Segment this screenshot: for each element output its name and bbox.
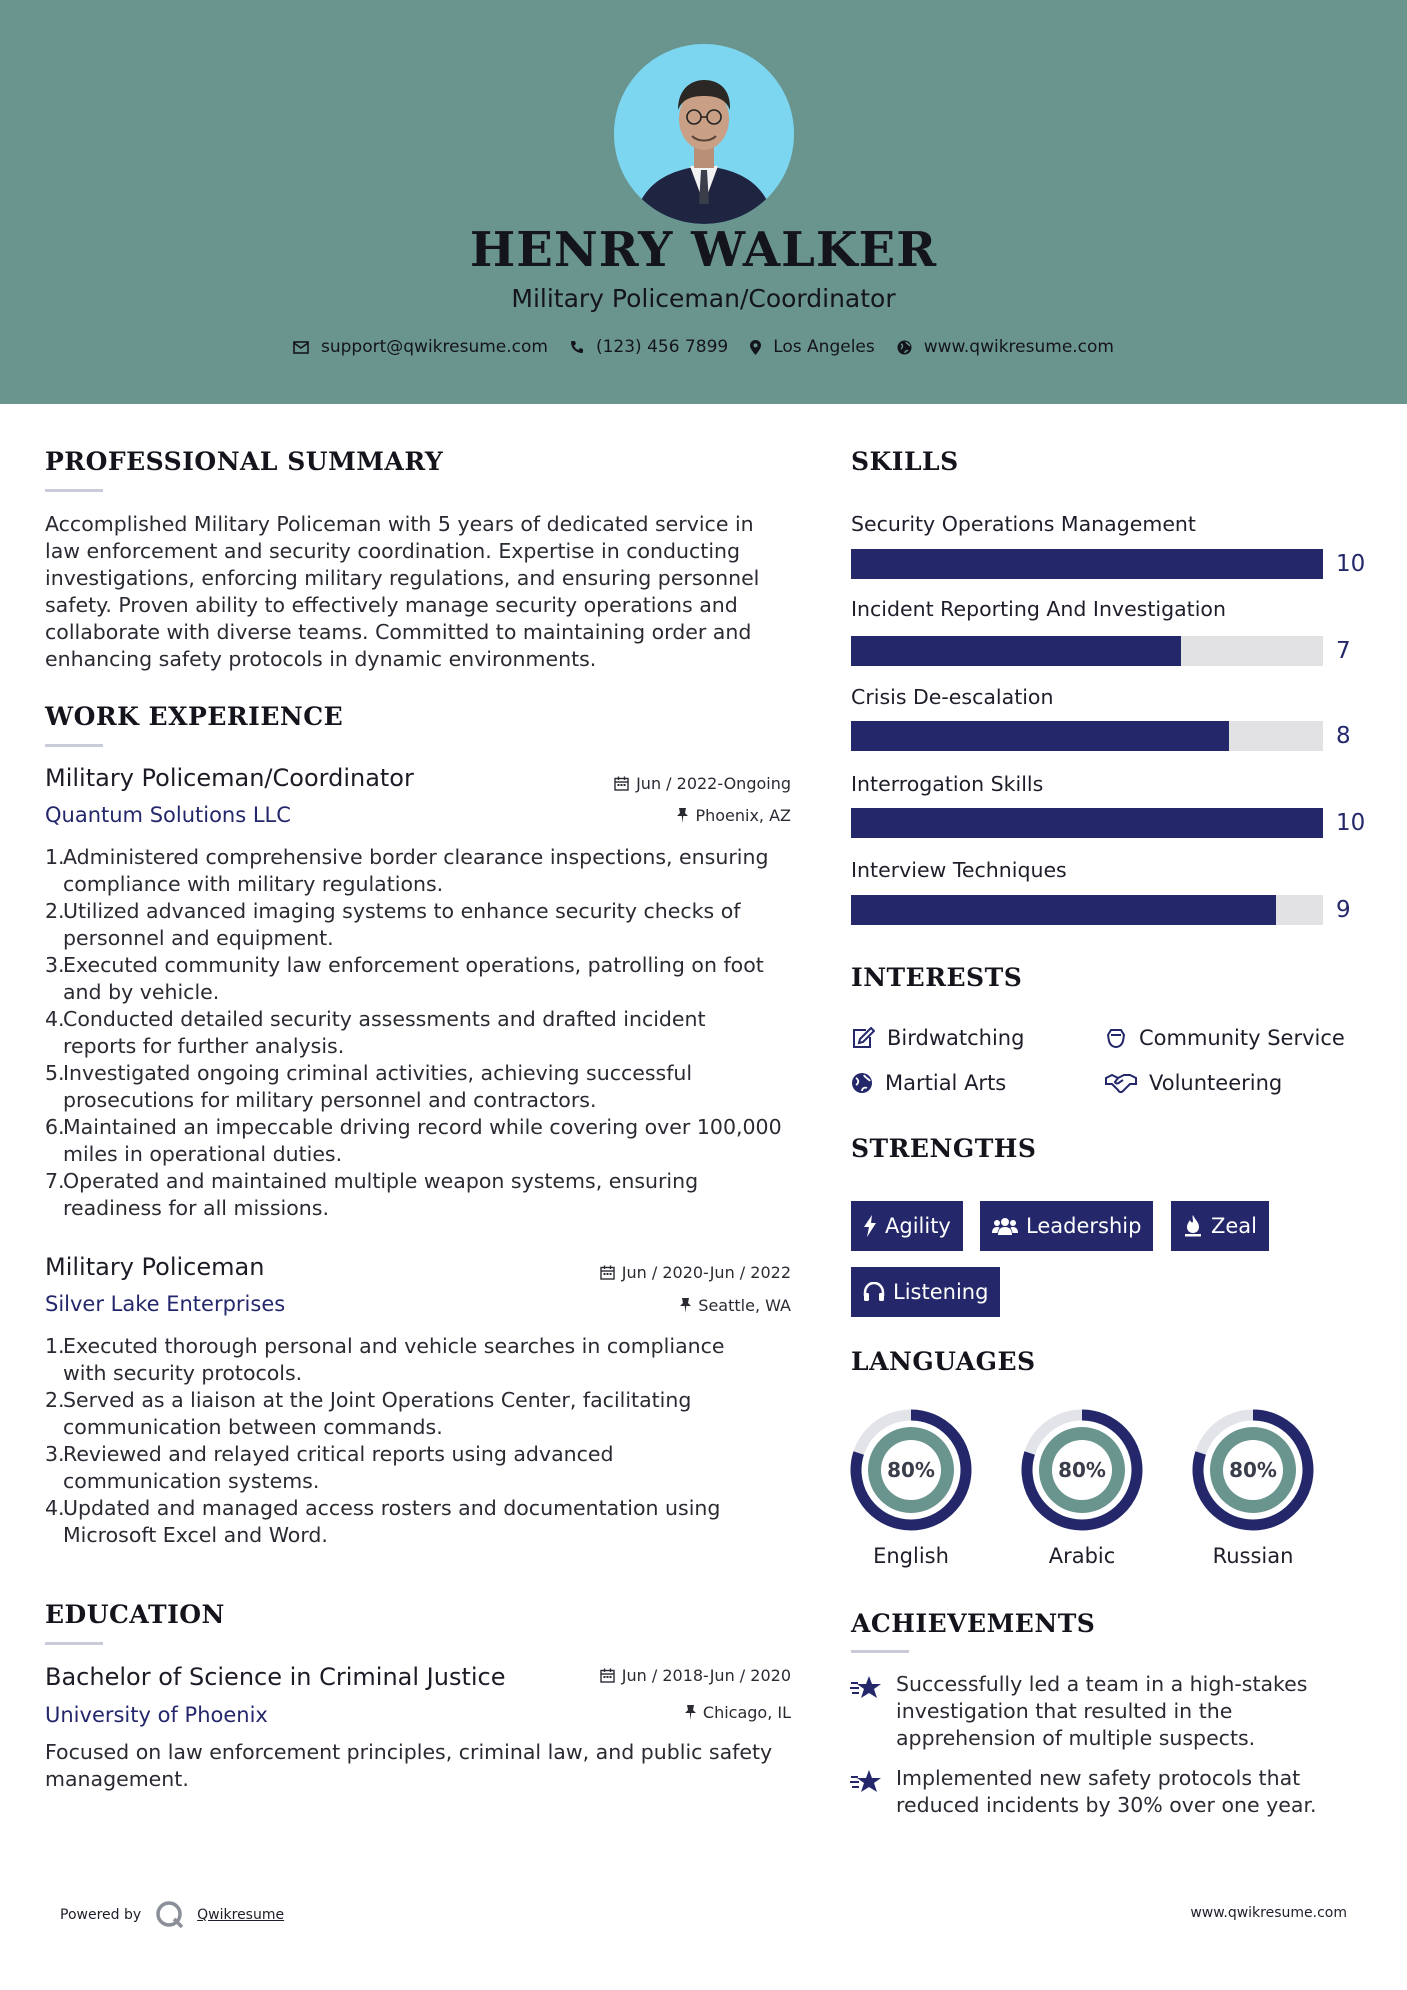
language-percent: 80% — [1229, 1458, 1277, 1482]
job-bullets — [45, 1333, 815, 1549]
skill-score: 10 — [1336, 551, 1366, 577]
language-progress-ring — [850, 1409, 972, 1531]
contact-bar — [0, 337, 1407, 357]
list-item: 2. Utilized advanced imaging systems to enhance security checks of personnel and equipment. — [45, 899, 741, 950]
section-divider — [45, 489, 103, 492]
contact-email[interactable] — [293, 337, 548, 357]
language-progress-ring — [1192, 1409, 1314, 1531]
job-date-text: Jun / 2020-Jun / 2022 — [621, 1263, 791, 1282]
education-location-text: Chicago, IL — [702, 1703, 791, 1722]
section-title-achievements: ACHIEVEMENTS — [851, 1609, 1096, 1638]
phone-text: (123) 456 7899 — [595, 337, 729, 357]
skill-bar — [851, 549, 1323, 579]
skill-name: Incident Reporting And Investigation — [851, 597, 1226, 621]
resume-header — [0, 0, 1407, 404]
job-bullets — [45, 844, 815, 1222]
job-location — [500, 806, 791, 825]
users-icon — [992, 1216, 1018, 1236]
powered-by-text: Powered by — [60, 1907, 142, 1923]
job-location — [500, 1296, 791, 1315]
skill-bar — [851, 895, 1323, 925]
interest-label: Birdwatching — [887, 1026, 1025, 1050]
hand-icon — [1105, 1027, 1127, 1049]
job-title: Military Policeman — [45, 1253, 265, 1281]
profile-photo — [614, 44, 794, 224]
education-date — [500, 1666, 791, 1685]
star-award-icon — [850, 1768, 882, 1796]
bolt-icon — [863, 1215, 877, 1237]
pushpin-icon — [680, 1298, 691, 1313]
strength-badge — [851, 1267, 1000, 1317]
language-name: Arabic — [1048, 1544, 1116, 1568]
summary-line: investigations, enforcing military regulations, and ensuring personnel — [45, 566, 760, 590]
section-title-education: EDUCATION — [45, 1600, 225, 1629]
list-item: 2. Served as a liaison at the Joint Operations Center, facilitating communication between commands. — [45, 1388, 692, 1439]
language-progress-ring — [1021, 1409, 1143, 1531]
list-item: 1. Executed thorough personal and vehicle searches in compliance with security protocols. — [45, 1334, 725, 1385]
globe-icon — [897, 340, 912, 355]
skill-bar-fill — [851, 721, 1229, 751]
skill-bar-fill — [851, 636, 1181, 666]
contact-location — [750, 337, 875, 357]
email-text: support@qwikresume.com — [321, 337, 548, 357]
list-item: 6. Maintained an impeccable driving record while covering over 100,000 miles in operational duties. — [45, 1115, 782, 1166]
skill-name: Interrogation Skills — [851, 772, 1044, 796]
website-text: www.qwikresume.com — [923, 337, 1114, 357]
job-title: Military Policeman/Coordinator — [45, 764, 414, 792]
section-divider — [45, 1642, 103, 1645]
section-title-summary: PROFESSIONAL SUMMARY — [45, 447, 444, 476]
job-company: Silver Lake Enterprises — [45, 1292, 286, 1316]
list-item: 4. Updated and managed access rosters and documentation using Microsoft Excel and Word. — [45, 1496, 721, 1547]
skill-bar — [851, 721, 1323, 751]
summary-text — [45, 511, 805, 673]
language-percent: 80% — [887, 1458, 935, 1482]
skill-score: 7 — [1336, 638, 1351, 664]
list-item: 4. Conducted detailed security assessments and drafted incident reports for further analysis. — [45, 1007, 706, 1058]
list-item: 7. Operated and maintained multiple weapon systems, ensuring readiness for all missions. — [45, 1169, 699, 1220]
strength-label: Listening — [893, 1280, 989, 1304]
degree-title: Bachelor of Science in Criminal Justice — [45, 1663, 506, 1691]
candidate-title: Military Policeman/Coordinator — [511, 284, 896, 313]
calendar-icon — [614, 776, 629, 791]
footer-website[interactable]: www.qwikresume.com — [1190, 1905, 1347, 1921]
interest-item — [1105, 1026, 1345, 1050]
education-date-text: Jun / 2018-Jun / 2020 — [621, 1666, 791, 1685]
footer-branding — [60, 1900, 284, 1930]
strength-label: Zeal — [1211, 1214, 1258, 1238]
phone-icon — [570, 340, 584, 354]
summary-line: Accomplished Military Policeman with 5 years of dedicated service in — [45, 512, 754, 536]
person-portrait-image — [614, 44, 794, 224]
list-item: 5. Investigated ongoing criminal activities, achieving successful prosecutions for military personnel and contractors. — [45, 1061, 693, 1112]
job-location-text: Phoenix, AZ — [695, 806, 791, 825]
globe-icon — [851, 1072, 873, 1094]
pushpin-icon — [677, 808, 688, 823]
envelope-icon — [293, 341, 309, 354]
skill-bar-fill — [851, 808, 1323, 838]
strength-badge — [1171, 1201, 1269, 1251]
language-name: Russian — [1212, 1544, 1294, 1568]
skill-name: Crisis De-escalation — [851, 685, 1054, 709]
language-name: English — [873, 1544, 949, 1568]
contact-website[interactable] — [897, 337, 1114, 357]
language-percent: 80% — [1058, 1458, 1106, 1482]
star-award-icon — [850, 1674, 882, 1702]
school-name: University of Phoenix — [45, 1703, 268, 1727]
section-title-interests: INTERESTS — [851, 963, 1023, 992]
section-divider — [851, 1650, 909, 1653]
brand-link[interactable]: Qwikresume — [197, 1907, 285, 1923]
interest-item — [851, 1071, 1006, 1095]
section-title-experience: WORK EXPERIENCE — [45, 702, 344, 731]
job-company: Quantum Solutions LLC — [45, 803, 291, 827]
pushpin-icon — [685, 1705, 696, 1720]
education-location — [500, 1703, 791, 1722]
achievement-item: Implemented new safety protocols that reduced incidents by 30% over one year. — [896, 1766, 1317, 1817]
job-date-text: Jun / 2022-Ongoing — [636, 774, 791, 793]
skill-name: Security Operations Management — [851, 512, 1196, 536]
education-description: Focused on law enforcement principles, criminal law, and public safety management. — [45, 1740, 773, 1791]
job-date — [500, 774, 791, 793]
location-text: Los Angeles — [773, 337, 875, 357]
skill-score: 8 — [1336, 723, 1351, 749]
calendar-icon — [600, 1265, 615, 1280]
interest-label: Martial Arts — [885, 1071, 1007, 1095]
section-title-skills: SKILLS — [851, 447, 959, 476]
skill-bar — [851, 636, 1323, 666]
list-item: 3. Executed community law enforcement operations, patrolling on foot and by vehicle. — [45, 953, 764, 1004]
skill-bar-fill — [851, 549, 1323, 579]
skill-bar-fill — [851, 895, 1276, 925]
map-pin-icon — [750, 340, 761, 355]
job-date — [500, 1263, 791, 1282]
interest-label: Volunteering — [1149, 1071, 1283, 1095]
candidate-name: HENRY WALKER — [469, 222, 938, 278]
skill-bar — [851, 808, 1323, 838]
summary-line: law enforcement and security coordination. Expertise in conducting — [45, 539, 741, 563]
interest-label: Community Service — [1139, 1026, 1345, 1050]
calendar-icon — [600, 1668, 615, 1683]
summary-line: enhancing safety protocols in dynamic environments. — [45, 647, 597, 671]
section-title-languages: LANGUAGES — [851, 1347, 1036, 1376]
pencil-square-icon — [851, 1027, 875, 1049]
handshake-icon — [1105, 1072, 1137, 1094]
summary-line: safety. Proven ability to effectively manage security operations and — [45, 593, 738, 617]
interest-item — [1105, 1071, 1282, 1095]
summary-line: collaborate with diverse teams. Committed to maintaining order and — [45, 620, 752, 644]
strength-label: Agility — [885, 1214, 951, 1238]
achievement-item: Successfully led a team in a high-stakes investigation that resulted in the apprehension of multiple suspects. — [896, 1672, 1308, 1750]
list-item: 1. Administered comprehensive border clearance inspections, ensuring compliance with military regulations. — [45, 845, 769, 896]
strength-label: Leadership — [1026, 1214, 1142, 1238]
skill-score: 10 — [1336, 810, 1366, 836]
qwikresume-logo-icon — [155, 1900, 185, 1930]
skill-score: 9 — [1336, 897, 1351, 923]
interest-item — [851, 1026, 1024, 1050]
headphones-icon — [863, 1282, 885, 1302]
section-divider — [45, 744, 103, 747]
skill-name: Interview Techniques — [851, 858, 1067, 882]
strength-badge — [980, 1201, 1153, 1251]
job-location-text: Seattle, WA — [698, 1296, 791, 1315]
fire-icon — [1183, 1215, 1203, 1237]
strength-badge — [851, 1201, 963, 1251]
section-title-strengths: STRENGTHS — [851, 1134, 1037, 1163]
contact-phone[interactable] — [570, 337, 728, 357]
list-item: 3. Reviewed and relayed critical reports using advanced communication systems. — [45, 1442, 614, 1493]
